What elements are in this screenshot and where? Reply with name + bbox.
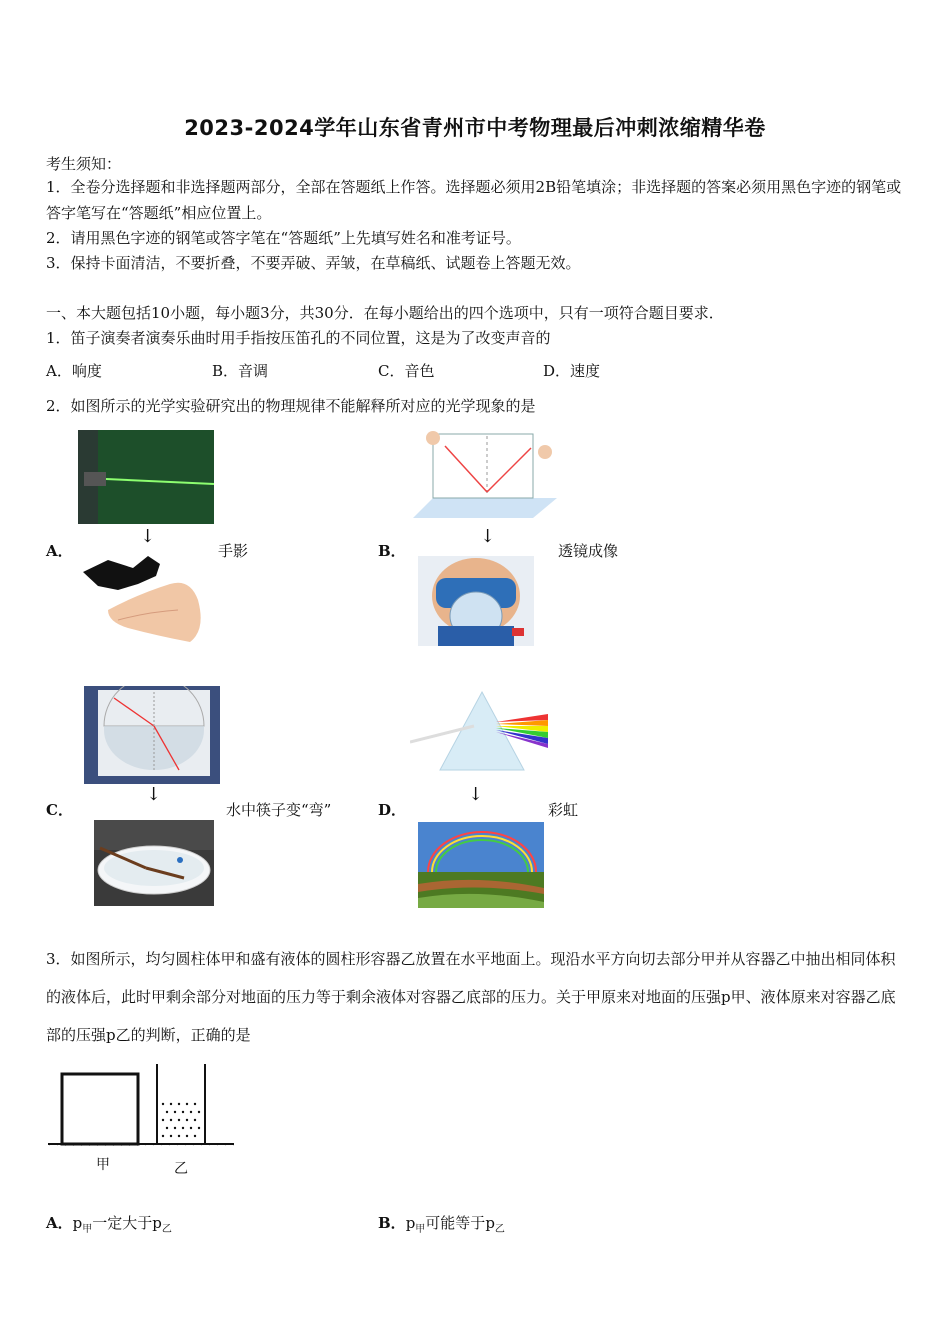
arrow-d: ↓ — [468, 784, 484, 805]
q3-option-b — [378, 1212, 505, 1235]
section-heading: 一、本大题包括10小题，每小题3分，共30分．在每小题给出的四个选项中，只有一项符合题目要求． — [46, 304, 724, 322]
refraction-experiment-image — [84, 686, 220, 784]
arrow-b: ↓ — [480, 526, 496, 547]
q1-option-b: B．音调 — [212, 362, 269, 380]
q3-option-b-letter: B． — [378, 1214, 406, 1232]
q2-option-a-letter: A． — [46, 542, 73, 560]
q2-option-c-letter: C． — [46, 801, 73, 819]
figure-label-yi: 乙 — [174, 1161, 188, 1177]
q3-b-mid: 可能等于 — [425, 1214, 486, 1232]
rainbow-photo-image — [418, 822, 544, 908]
q3-pressure-figure — [46, 1062, 236, 1178]
arrow-c: ↓ — [146, 784, 162, 805]
q3-a-p2: p — [152, 1214, 162, 1232]
q3-a-sub1: 甲 — [82, 1224, 93, 1235]
notice-heading: 考生须知： — [46, 155, 122, 173]
q3-option-a — [46, 1212, 172, 1235]
q2-option-c-text: 水中筷子变“弯” — [226, 801, 332, 819]
q3-b-p1: p — [405, 1214, 416, 1232]
page-title: 2023-2024学年山东省青州市中考物理最后冲刺浓缩精华卷 — [184, 116, 766, 140]
q2-option-d-letter: D． — [378, 801, 407, 819]
notice-item-1: 1．全卷分选择题和非选择题两部分，全部在答题纸上作答。选择题必须用2B铅笔填涂；非选择题的答案必须用黑色字迹的钢笔或答字笔写在“答题纸”相应位置上。 — [46, 178, 902, 222]
q3-a-p1: p — [72, 1214, 83, 1232]
q1-option-d: D．速度 — [543, 362, 601, 380]
hand-shadow-image — [78, 550, 208, 648]
q3-b-p2: p — [485, 1214, 495, 1232]
q3-option-a-letter: A． — [46, 1214, 73, 1232]
q3-a-mid: 一定大于 — [92, 1214, 153, 1232]
q2-stem: 2．如图所示的光学实验研究出的物理规律不能解释所对应的光学现象的是 — [46, 397, 536, 415]
q3-b-sub1: 甲 — [415, 1224, 426, 1235]
laser-experiment-image — [78, 430, 214, 524]
reflection-experiment-image — [413, 428, 557, 524]
q2-option-a-text: 手影 — [218, 542, 249, 560]
q1-stem: 1．笛子演奏者演奏乐曲时用手指按压笛孔的不同位置，这是为了改变声音的 — [46, 329, 551, 347]
q3-stem: 3．如图所示，均匀圆柱体甲和盛有液体的圆柱形容器乙放置在水平地面上。现沿水平方向切去部分甲并从容器乙中抽出相同体积的液体后，此时甲剩余部分对地面的压力等于剩余液体对容器乙底部的压力。关于甲原来对地面的压强p甲、液体原来对容器乙底部的压强p乙的判断，正确的是 — [46, 950, 896, 1044]
notice-item-3: 3．保持卡面清洁，不要折叠，不要弄破、弄皱，在草稿纸、试题卷上答题无效。 — [46, 254, 581, 272]
q2-option-b-letter: B． — [378, 542, 406, 560]
figure-label-jia: 甲 — [96, 1157, 110, 1173]
q2-option-b-text: 透镜成像 — [558, 542, 619, 560]
notice-item-2: 2．请用黑色字迹的钢笔或答字笔在“答题纸”上先填写姓名和准考证号。 — [46, 229, 521, 247]
prism-dispersion-image — [410, 690, 554, 774]
q2-option-d-text: 彩虹 — [548, 801, 579, 819]
q1-option-a: A．响度 — [46, 362, 102, 380]
q1-option-c: C．音色 — [378, 362, 435, 380]
chopsticks-bowl-image — [94, 820, 214, 906]
q3-b-sub2: 乙 — [494, 1224, 505, 1235]
arrow-a: ↓ — [140, 526, 156, 547]
q3-a-sub2: 乙 — [161, 1224, 172, 1235]
helmet-reflection-image — [418, 556, 534, 646]
